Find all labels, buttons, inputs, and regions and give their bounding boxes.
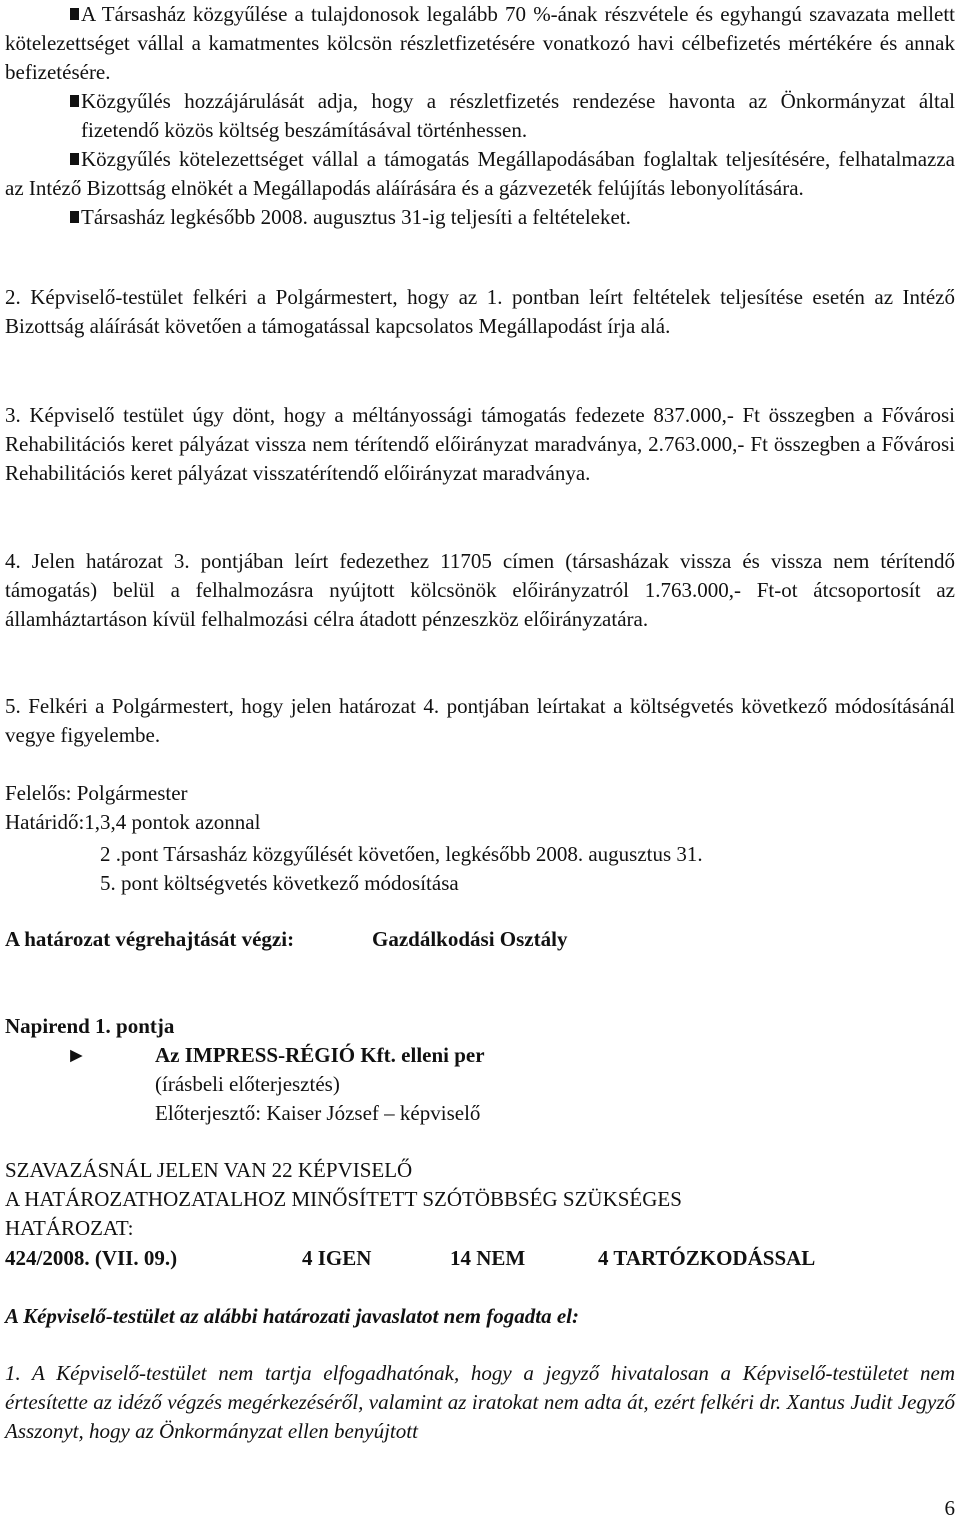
square-bullet-icon [70,211,79,223]
deadline-line: 5. pont költségvetés következő módosítása [100,871,459,895]
resolution-point-5: 5. Felkéri a Polgármestert, hogy jelen határozat 4. pontjában leírtakat a költségvetés következő módosításánál vegye figyelembe. [5,694,955,747]
condition-item [5,0,955,87]
square-bullet-icon [70,8,79,20]
square-bullet-icon [70,95,79,107]
condition-item [5,145,955,203]
agenda-title: Az IMPRESS-RÉGIÓ Kft. elleni per [155,1043,485,1067]
agenda-heading: Napirend 1. pontja [5,1014,175,1038]
vote-yes: 4 IGEN [302,1246,372,1270]
condition-text: Közgyűlés hozzájárulását adja, hogy a részletfizetés rendezése havonta az Önkormányzat által fizetendő közös költség beszámításával történhessen. [81,89,955,142]
condition-list [5,0,955,232]
vote-present: SZAVAZÁSNÁL JELEN VAN 22 KÉPVISELŐ [5,1158,413,1182]
condition-item [5,87,955,145]
decision-label: HATÁROZAT: [5,1216,134,1240]
rejected-heading: A Képviselő-testület az alábbi határozati javaslatot nem fogadta el: [5,1304,579,1328]
arrow-icon: ► [66,1043,87,1067]
resolution-point-3: 3. Képviselő testület úgy dönt, hogy a méltányossági támogatás fedezete 837.000,- Ft összegben a Fővárosi Rehabilitációs keret pályázat vissza nem térítendő előirányzat maradványa, 2.763.000,- Ft összegben a Fővárosi Rehabilitációs keret pályázat visszatérítendő előirányzat maradványa. [5,403,955,485]
condition-item [5,203,955,232]
vote-majority: A HATÁROZATHOZATALHOZ MINŐSÍTETT SZÓTÖBBSÉG SZÜKSÉGES [5,1187,682,1211]
deadline-line: 2 .pont Társasház közgyűlését követően, legkésőbb 2008. augusztus 31. [100,842,703,866]
agenda-subtitle: (írásbeli előterjesztés) [155,1072,340,1096]
resolution-point-2: 2. Képviselő-testület felkéri a Polgármestert, hogy az 1. pontban leírt feltételek teljesítése esetén az Intéző Bizottság aláírását követően a támogatással kapcsolatos Megállapodást írja alá. [5,285,955,338]
decision-number: 424/2008. (VII. 09.) [5,1246,178,1270]
condition-text: Társasház legkésőbb 2008. augusztus 31-ig teljesíti a feltételeket. [81,205,631,229]
condition-text: A Társasház közgyűlése a tulajdonosok legalább 70 %-ának részvétele és egyhangú szavazata mellett kötelezettséget vállal a kamatmentes kölcsön részletfizetésére vonatkozó havi célbefizetés mértékére és annak befizetésére. [5,2,955,84]
agenda-presenter: Előterjesztő: Kaiser József – képviselő [155,1101,481,1125]
vote-no: 14 NEM [450,1246,526,1270]
responsible-line: Felelős: Polgármester [5,781,188,805]
resolution-point-4: 4. Jelen határozat 3. pontjában leírt fedezethez 11705 címen (társasházak vissza és vissza nem térítendő támogatás) belül a felhalmozásra nyújtott kölcsönök előirányzatról 1.763.000,- Ft-ot átcsoportosít az államháztartáson kívül felhalmozási célra átadott pénzeszköz előirányzatára. [5,549,955,631]
executor-label: A határozat végrehajtását végzi: [5,927,295,951]
condition-text: Közgyűlés kötelezettséget vállal a támogatás Megállapodásában foglaltak teljesítésére, felhatalmazza az Intéző Bizottság elnökét a Megállapodás aláírására és a gázvezeték felújítás lebonyolítására. [5,147,955,200]
executor-value: Gazdálkodási Osztály [372,927,568,951]
deadline-line: Határidő:1,3,4 pontok azonnal [5,810,261,834]
rejected-text: 1. A Képviselő-testület nem tartja elfogadhatónak, hogy a jegyző hivatalosan a Képviselő-testületet nem értesítette az idéző végzés megérkezéséről, valamint az iratokat nem adta át, ezért felkéri dr. Xantus Judit Jegyző Asszonyt, hogy az Önkormányzat ellen benyújtott [5,1361,955,1443]
page-number: 6 [944,1496,955,1520]
square-bullet-icon [70,153,79,165]
vote-abstain: 4 TARTÓZKODÁSSAL [598,1246,816,1270]
